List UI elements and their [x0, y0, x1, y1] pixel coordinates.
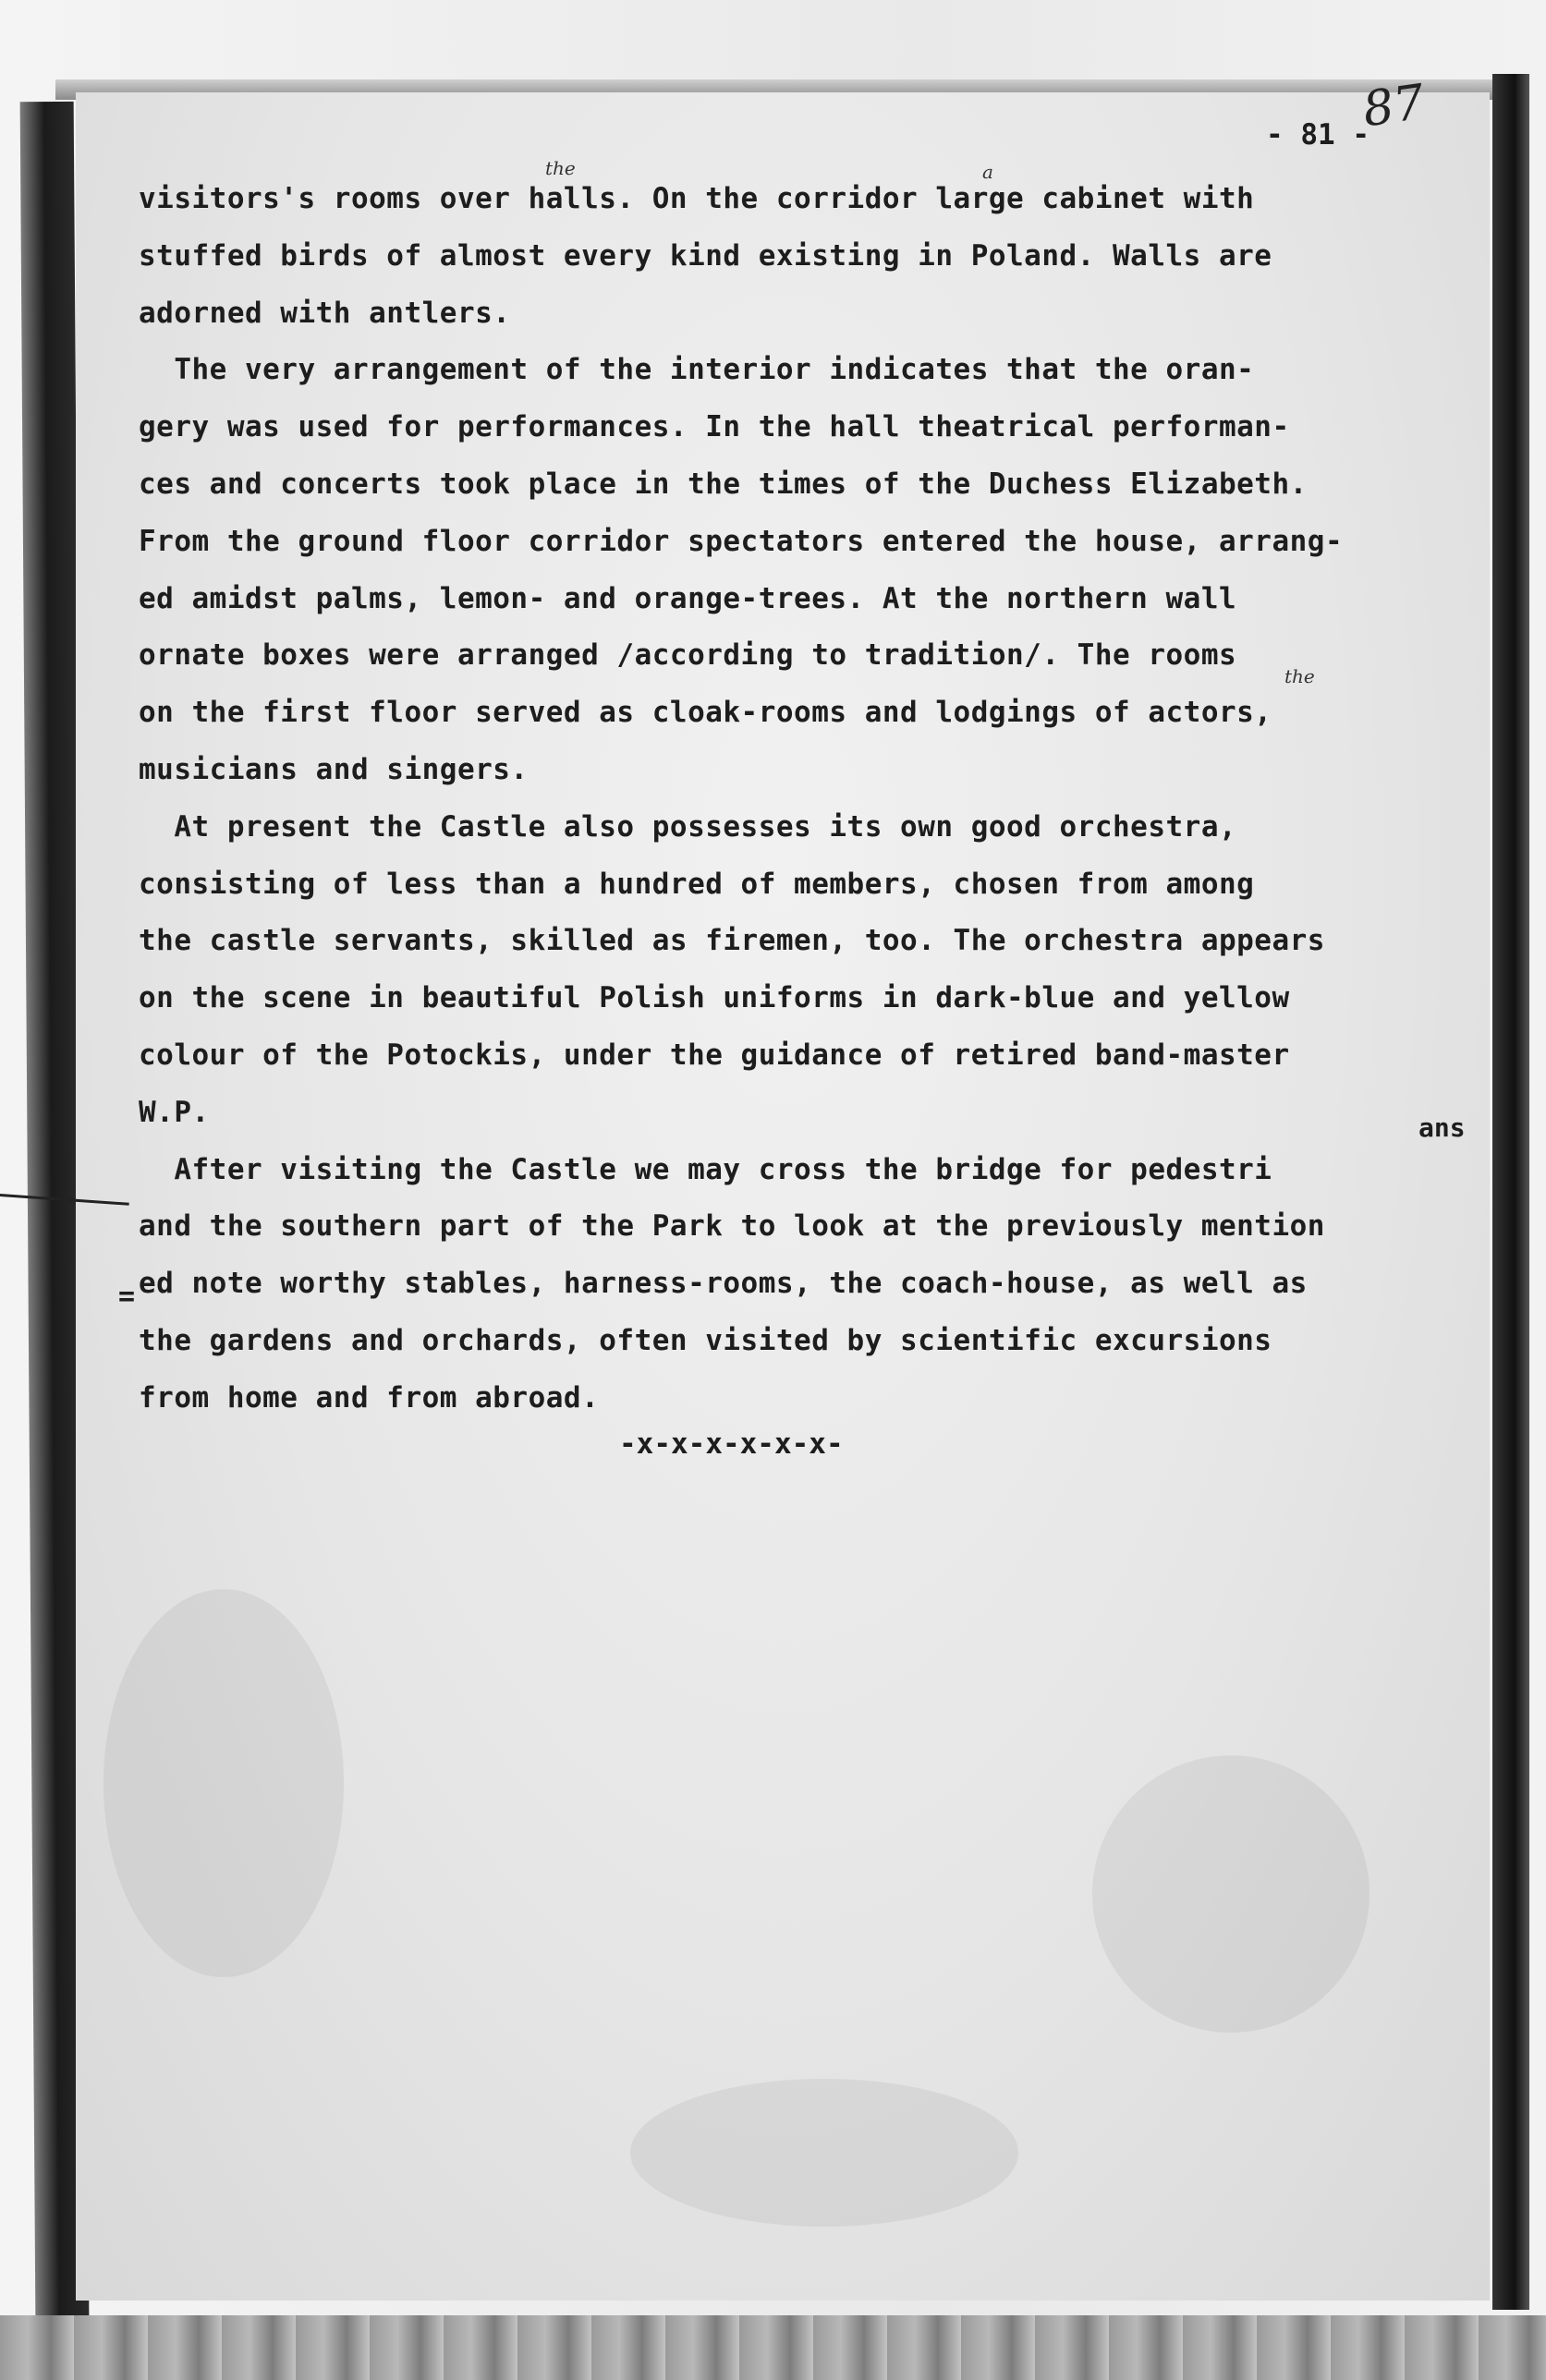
- paper-stain: [630, 2079, 1018, 2227]
- text-line: At present the Castle also possesses its own good orchestra,: [139, 809, 1237, 844]
- text-line: ed note worthy stables, harness-rooms, the coach-house, as well as: [139, 1267, 1308, 1301]
- paper-stain: [1092, 1755, 1369, 2033]
- paper-stain: [103, 1589, 344, 1977]
- text-line: stuffed birds of almost every kind existing in Poland. Walls are: [139, 238, 1272, 273]
- handwritten-insert: the: [1284, 665, 1315, 687]
- text-line: from home and from abroad.: [139, 1380, 600, 1415]
- handwritten-page-number: 87: [1359, 74, 1429, 139]
- text-line: From the ground floor corridor spectators entered the house, arrang-: [139, 524, 1344, 558]
- scan-right-edge: [1492, 74, 1529, 2310]
- text-line: and the southern part of the Park to look at the previously mention: [139, 1209, 1325, 1244]
- body-text: [139, 171, 1488, 1427]
- text-line: ces and concerts took place in the times of the Duchess Elizabeth.: [139, 467, 1308, 501]
- text-line: the gardens and orchards, often visited by scientific excursions: [139, 1323, 1272, 1357]
- text-line: the castle servants, skilled as firemen, too. The orchestra appears: [139, 924, 1325, 958]
- text-line: consisting of less than a hundred of members, chosen from among: [139, 867, 1255, 901]
- text-line: The very arrangement of the interior indicates that the oran-: [139, 353, 1255, 387]
- text-line: After visiting the Castle we may cross the bridge for pedestri: [139, 1152, 1272, 1186]
- text-line: adorned with antlers.: [139, 296, 511, 330]
- text-line: ornate boxes were arranged /according to tradition/. The rooms: [139, 638, 1237, 673]
- text-line: visitors's rooms over halls. On the corridor large cabinet with: [139, 182, 1255, 215]
- text-line: on the scene in beautiful Polish uniforms in dark-blue and yellow: [139, 981, 1290, 1015]
- text-line: gery was used for performances. In the hall theatrical performan-: [139, 410, 1290, 444]
- text-line: ed amidst palms, lemon- and orange-trees. At the northern wall: [139, 581, 1237, 615]
- text-line: W.P.: [139, 1095, 210, 1129]
- text-line: colour of the Potockis, under the guidance of retired band-master: [139, 1038, 1290, 1072]
- handwritten-insert: the: [545, 157, 576, 179]
- scan-bottom-edge: [0, 2315, 1546, 2380]
- handwritten-insert: a: [982, 161, 993, 183]
- page-number: - 81 -: [1266, 118, 1369, 152]
- typed-insert: ans: [1418, 1112, 1466, 1143]
- end-divider: -x-x-x-x-x-x-: [619, 1427, 844, 1461]
- margin-mark: =: [118, 1281, 136, 1313]
- text-line: on the first floor served as cloak-rooms and lodgings of actors,: [139, 696, 1272, 730]
- text-line: musicians and singers.: [139, 752, 529, 786]
